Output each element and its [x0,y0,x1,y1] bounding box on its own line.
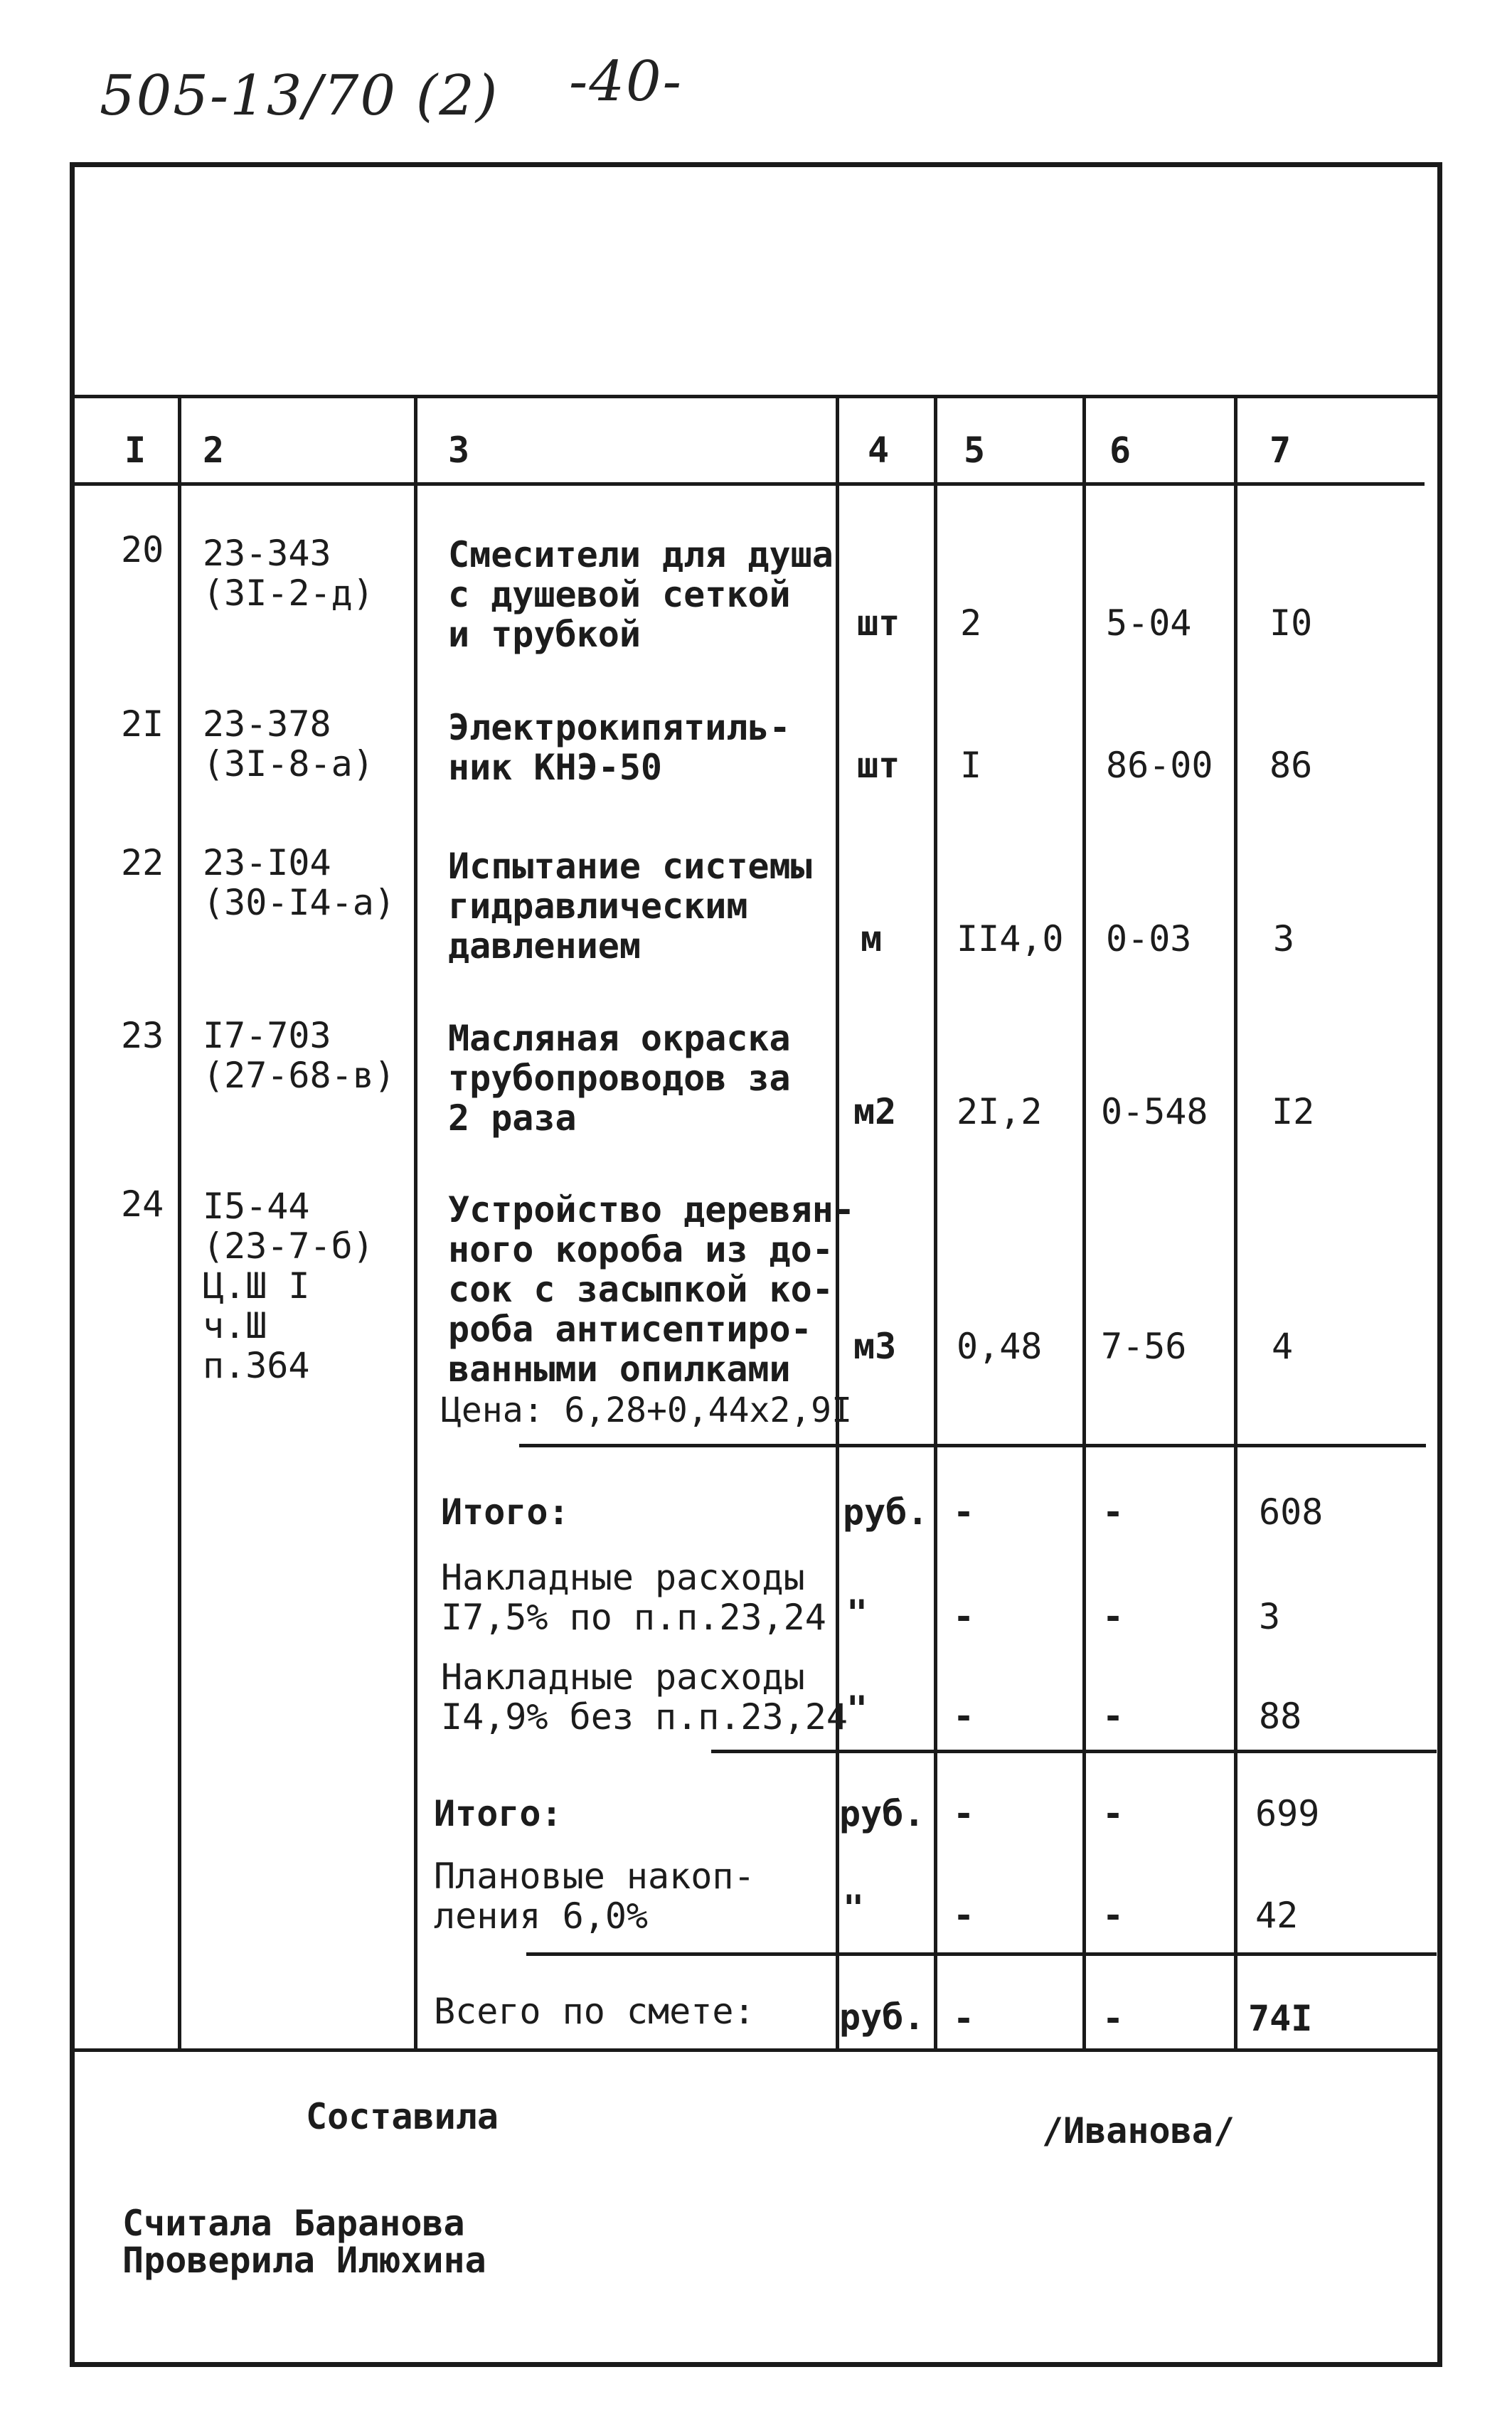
row-23-name: Масляная окраска трубопроводов за 2 раза [448,1018,791,1139]
grand-total-unit: руб. [839,1996,925,2038]
row-20-code: 23-343 (3I-2-д) [203,533,374,614]
summary-total-2-label: Итого: [434,1793,563,1834]
counted-by: Считала Баранова [122,2203,465,2244]
price-note-rule [519,1444,1426,1447]
summary-savings-price: - [1102,1895,1124,1936]
summary-overhead-1-qty: - [953,1596,975,1637]
summary-savings-qty: - [953,1895,975,1936]
column-number-3: 3 [448,430,470,471]
summary-overhead-2-unit: " [846,1688,868,1730]
column-number-1: I [124,430,147,471]
row-20-number: 20 [121,529,164,570]
summary-overhead-2-price: - [1102,1696,1124,1737]
compiled-by-label: Составила [306,2096,499,2137]
column-number-5: 5 [964,430,986,471]
row-20-name: Смесители для душа с душевой сеткой и трубкой [448,534,834,655]
summary-total-2-unit: руб. [839,1793,925,1834]
summary-total-1-unit: руб. [843,1491,929,1533]
row-24-unit: м3 [853,1326,897,1367]
summary-total-2-total: 699 [1255,1793,1320,1834]
summary-overhead-2-qty: - [953,1696,975,1737]
grand-total-label: Всего по смете: [434,1991,755,2032]
summary-total-2-price: - [1102,1793,1124,1834]
summary-savings-unit: " [843,1888,865,1929]
row-22-unit: м [861,918,883,959]
page-number: -40- [569,50,683,114]
row-23-price: 0-548 [1101,1091,1208,1132]
summary-total-1-price: - [1102,1491,1124,1533]
summary-savings-total: 42 [1255,1895,1299,1936]
col-line-1 [178,398,181,2048]
summary-total-1-total: 608 [1259,1491,1324,1533]
row-24-name: Устройство деревян- ного короба из до- сок с засыпкой ко- роба антисептиро- ванными опилками [448,1189,855,1390]
row-21-qty: I [960,745,982,786]
row-23-qty: 2I,2 [957,1091,1043,1132]
summary-total-1-label: Итого: [441,1491,570,1533]
row-22-name: Испытание системы гидравлическим давлением [448,846,812,967]
grand-total-total: 74I [1248,1998,1313,2039]
col-line-6 [1234,398,1237,2048]
row-23-unit: м2 [853,1091,897,1132]
header-bottom-rule [73,482,1425,486]
row-20-qty: 2 [960,602,982,644]
summary-overhead-1-total: 3 [1259,1596,1281,1637]
col-line-2 [414,398,417,2048]
compiled-by-name: /Иванова/ [1042,2110,1235,2152]
row-22-number: 22 [121,842,164,883]
col-line-5 [1082,398,1086,2048]
row-24-code: I5-44 (23-7-б) Ц.Ш I ч.Ш п.364 [203,1186,374,1386]
row-21-code: 23-378 (3I-8-а) [203,703,374,784]
col-line-4 [934,398,937,2048]
row-20-total: I0 [1269,602,1313,644]
checked-by: Проверила Илюхина [122,2240,486,2281]
summary-overhead-1-label: Накладные расходы I7,5% по п.п.23,24 [441,1557,826,1638]
column-number-6: 6 [1109,430,1132,471]
row-24-number: 24 [121,1184,164,1225]
savings-rule [526,1952,1437,1956]
row-22-qty: II4,0 [957,918,1064,959]
row-21-total: 86 [1269,745,1313,786]
document-code: 505-13/70 (2) [100,64,499,128]
row-23-code: I7-703 (27-68-в) [203,1015,395,1096]
row-22-total: 3 [1273,918,1295,959]
summary-total-2-qty: - [953,1793,975,1834]
overhead-rule [711,1750,1437,1753]
row-21-number: 2I [121,703,164,745]
column-number-7: 7 [1269,430,1292,471]
row-21-price: 86-00 [1106,745,1213,786]
row-21-unit: шт [857,745,900,786]
row-20-unit: шт [857,602,900,644]
row-24-price: 7-56 [1101,1326,1187,1367]
summary-overhead-1-price: - [1102,1596,1124,1637]
grand-total-price: - [1102,1998,1124,2039]
row-22-code: 23-I04 (30-I4-а) [203,842,395,923]
summary-overhead-2-total: 88 [1259,1696,1302,1737]
row-24-total: 4 [1272,1326,1294,1367]
row-20-price: 5-04 [1106,602,1192,644]
row-23-number: 23 [121,1015,164,1056]
row-24-qty: 0,48 [957,1326,1043,1367]
price-note: Цена: 6,28+0,44х2,9I [441,1390,852,1430]
row-21-name: Электрокипятиль- ник КНЭ-50 [448,707,791,788]
summary-overhead-1-unit: " [846,1592,868,1634]
summary-total-1-qty: - [953,1491,975,1533]
column-number-2: 2 [203,430,225,471]
row-23-total: I2 [1272,1091,1315,1132]
summary-savings-label: Плановые накоп- ления 6,0% [434,1856,755,1937]
row-22-price: 0-03 [1106,918,1192,959]
grand-total-qty: - [953,1998,975,2039]
summary-overhead-2-label: Накладные расходы I4,9% без п.п.23,24 [441,1656,848,1738]
column-number-4: 4 [868,430,890,471]
table-bottom-rule [73,2048,1439,2052]
